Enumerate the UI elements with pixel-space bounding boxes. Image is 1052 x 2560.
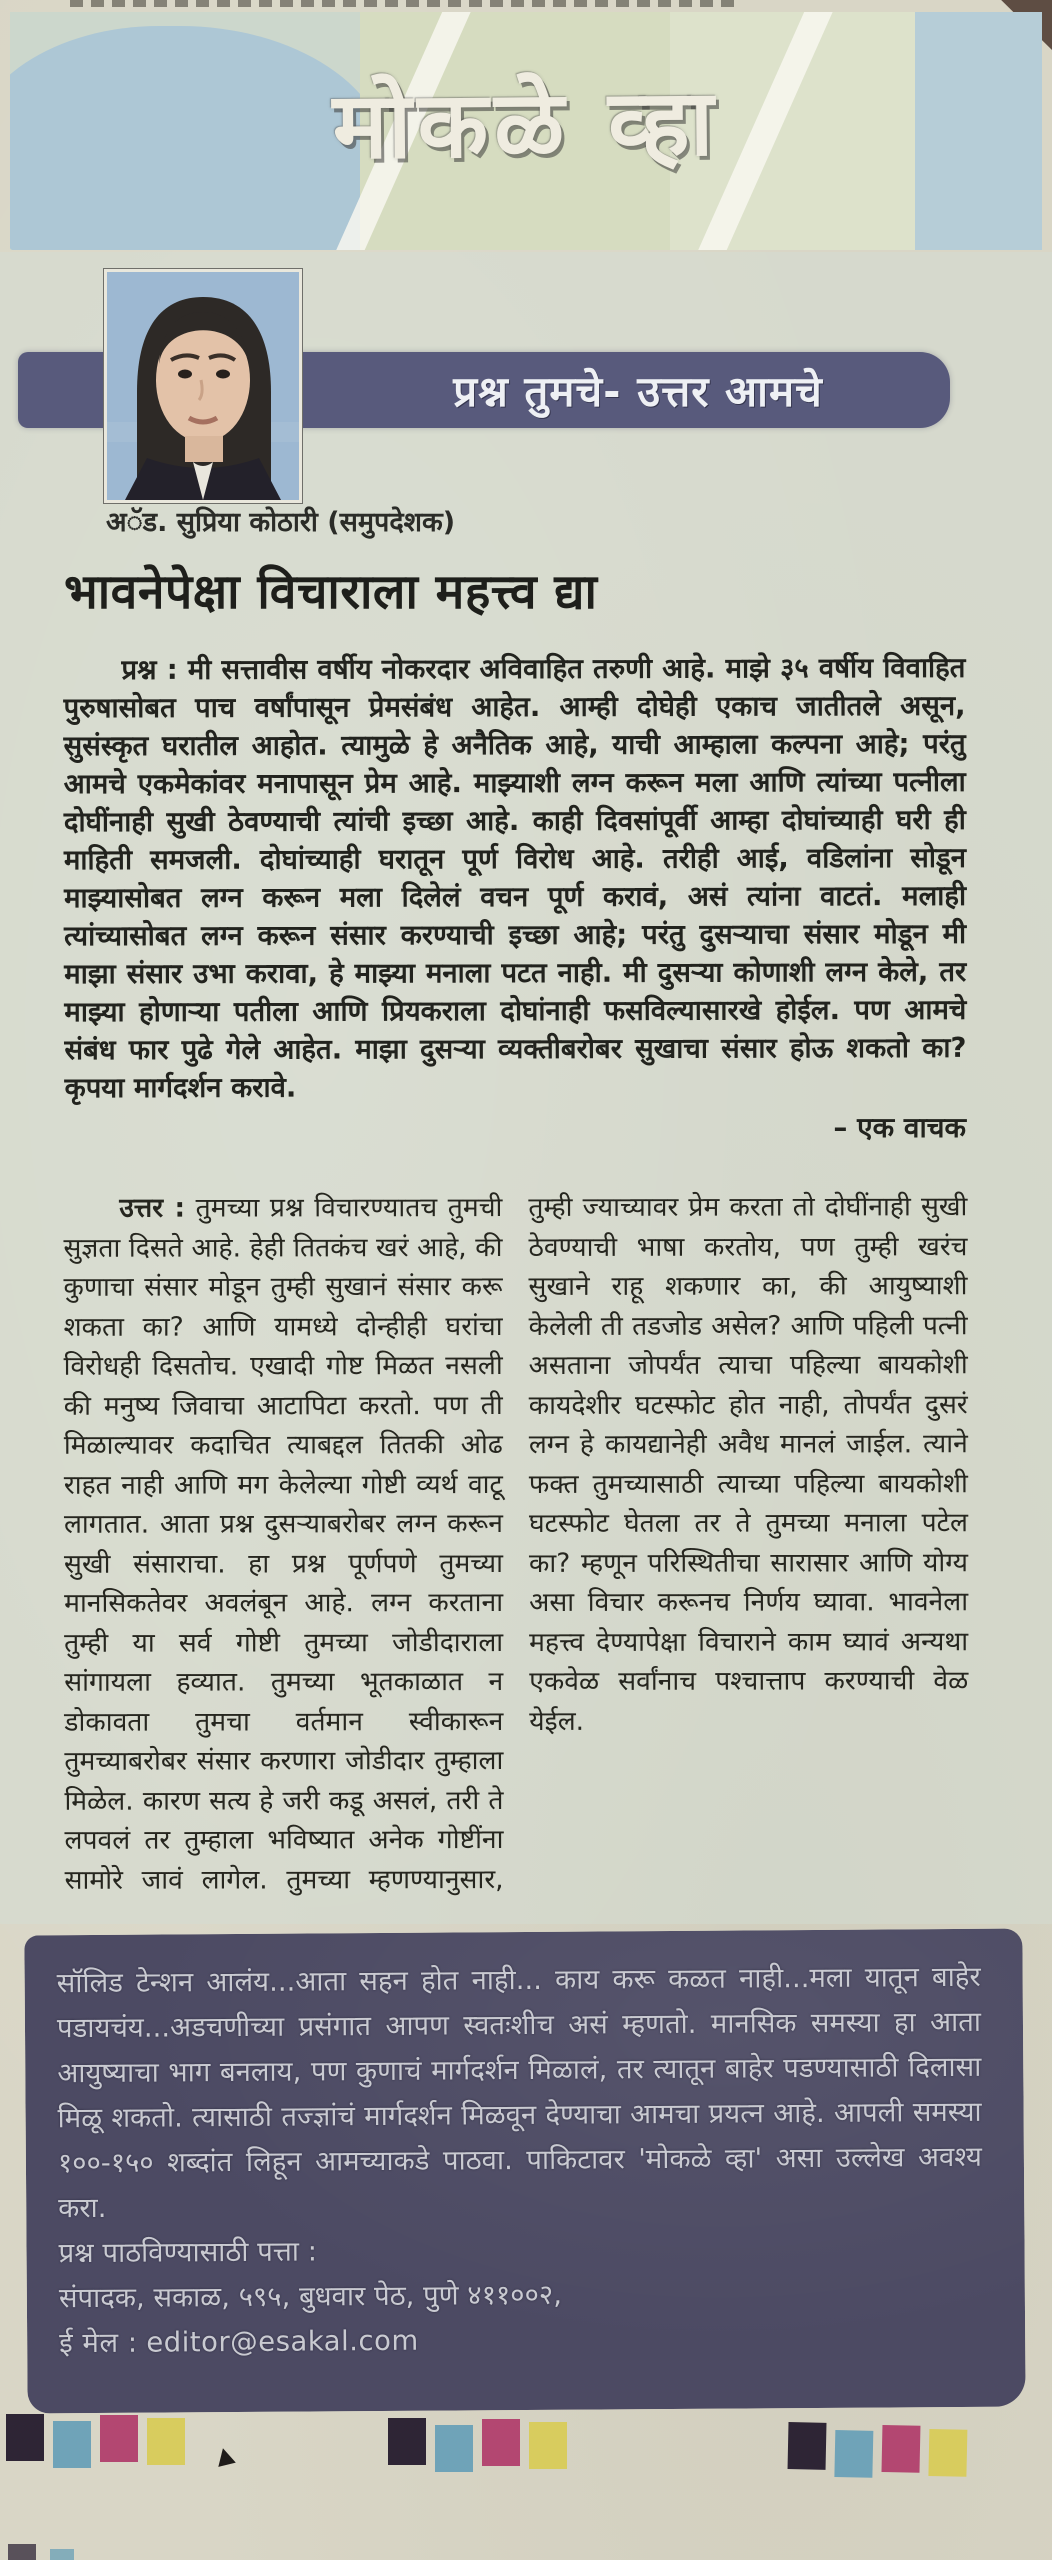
yellow-swatch xyxy=(928,2429,967,2477)
magenta-swatch xyxy=(482,2419,520,2466)
answer-columns xyxy=(63,1187,968,1921)
question-label: प्रश्न : xyxy=(121,653,178,687)
ink-speck xyxy=(214,2446,236,2467)
byline: अॅड. सुप्रिया कोठारी (समुपदेशक) xyxy=(106,507,456,538)
dark-mark xyxy=(8,2544,36,2560)
question-paragraph xyxy=(63,649,966,1107)
section-banner-title: प्रश्न तुमचे- उत्तर आमचे xyxy=(453,366,823,416)
cmyk-registration-marks xyxy=(788,2422,977,2473)
torn-text-fragment xyxy=(70,0,740,7)
answer-label: उत्तर : xyxy=(119,1192,186,1224)
email-address: editor@esakal.com xyxy=(146,2324,419,2359)
submission-info-text: सॉलिड टेन्शन आलंय...आता सहन होत नाही... काय करू कळत नाही...मला यातून बाहेर पडायचंय...अडचणीच्या प्रसंगात आपण स्वतःशीच असं म्हणतो. मानसिक समस्या हा आता आयुष्याचा भाग बनलाय, पण कुणाचं मार्गदर्शन मिळालं, तर त्यातून बाहेर पडण्यासाठी दिलासा मिळू शकतो. त्यासाठी तज्ज्ञांचं मार्गदर्शन मिळवून देण्याचा आमचा प्रयत्न आहे. आपली समस्या १००-१५० शब्दांत लिहून आमच्याकडे पाठवा. पाकिटावर 'मोकळे व्हा' असा उल्लेख अवश्य करा. xyxy=(56,1960,983,2225)
cyan-swatch xyxy=(53,2421,91,2468)
cyan-swatch xyxy=(435,2425,473,2472)
postal-address: संपादक, सकाळ, ५९५, बुधवार पेठ, पुणे ४११००२, xyxy=(58,2278,563,2315)
article-headline: भावनेपेक्षा विचाराला महत्त्व द्या xyxy=(64,564,598,620)
black-swatch xyxy=(788,2422,827,2470)
magenta-swatch xyxy=(881,2425,920,2473)
portrait-illustration xyxy=(107,272,299,500)
magenta-swatch xyxy=(100,2415,138,2462)
yellow-swatch xyxy=(529,2422,567,2469)
columnist-photo xyxy=(103,268,303,504)
question-text: मी सत्तावीस वर्षीय नोकरदार अविवाहित तरुणी आहे. माझे ३५ वर्षीय विवाहित पुरुषासोबत पाच वर्षांपासून प्रेमसंबंध आहेत. आम्ही दोघेही एकाच जातीतले असून, सुसंस्कृत घरातील आहोत. त्यामुळे हे अनैतिक आहे, याची आम्हाला कल्पना आहे; परंतु आमचे एकमेकांवर मनापासून प्रेम आहे. माझ्याशी लग्न करून मला आणि त्यांच्या पत्नीला दोघींनाही सुखी ठेवण्याची त्यांची इच्छा आहे. काही दिवसांपूर्वी आम्हा दोघांच्याही घरी ही माहिती समजली. दोघांच्याही घरातून पूर्ण विरोध आहे. तरीही आई, वडिलांना सोडून माझ्यासोबत लग्न करून मला दिलेलं वचन पूर्ण करावं, असं त्यांना वाटतं. मलाही त्यांच्यासोबत लग्न करून संसार करण्याची इच्छा आहे; परंतु दुसऱ्याचा संसार मोडून मी माझा संसार उभा करावा, हे माझ्या मनाला पटत नाही. मी दुसऱ्या कोणाशी लग्न केले, तर माझ्या होणाऱ्या पतीला आणि प्रियकराला दोघांनाही फसविल्यासारखे होईल. पण आमचे संबंध फार पुढे गेले आहेत. माझा दुसऱ्या व्यक्तीबरोबर सुखाचा संसार होऊ शकतो का? कृपया मार्गदर्शन करावे. xyxy=(63,651,967,1105)
yellow-swatch xyxy=(147,2418,185,2465)
bottom-edge-marks xyxy=(8,2544,74,2560)
cmyk-registration-marks xyxy=(6,2414,194,2461)
submission-info-box xyxy=(24,1929,1025,2414)
question-signoff: – एक वाचक xyxy=(833,1111,966,1144)
cmyk-registration-marks xyxy=(388,2418,576,2465)
email-label: ई मेल : xyxy=(59,2326,138,2360)
black-swatch xyxy=(388,2418,426,2465)
cyan-swatch xyxy=(834,2430,873,2478)
answer-text: तुमच्या प्रश्न विचारण्यातच तुमची सुज्ञता दिसते आहे. हेही तितकंच खरं आहे, की कुणाचा संसार मोडून तुम्ही सुखानं संसार करू शकता का? आणि यामध्ये दोन्हीही घरांचा विरोधही दिसतोच. एखादी गोष्ट मिळत नसली की मनुष्य जिवाचा आटापिटा करतो. पण ती मिळाल्यावर कदाचित त्याबद्दल तितकी ओढ राहत नाही आणि मग केलेल्या गोष्टी व्यर्थ वाटू लागतात. आता प्रश्न दुसऱ्याबरोबर लग्न करून सुखी संसाराचा. हा प्रश्न पूर्णपणे तुमच्या मानसिकतेवर अवलंबून आहे. लग्न करताना तुम्ही या सर्व गोष्टी तुमच्या जोडीदाराला सांगायला हव्यात. तुमच्या भूतकाळात न डोकावता तुमचा वर्तमान स्वीकारून तुमच्याबरोबर संसार करणारा जोडीदार तुम्हाला मिळेल. कारण सत्य हे जरी कडू असलं, तरी ते लपवलं तर तुम्हाला भविष्यात अनेक गोष्टींना सामोरे जावं लागेल. तुमच्या म्हणण्यानुसार, तुम्ही ज्याच्यावर प्रेम करता तो दोघींनाही सुखी ठेवण्याची भाषा करतोय, पण तुम्ही खरंच सुखाने राहू शकणार का, की आयुष्याशी केलेली ती तडजोड असेल? आणि पहिली पत्नी असताना जोपर्यंत त्याचा पहिल्या बायकोशी कायदेशीर घटस्फोट होत नाही, तोपर्यंत दुसरं लग्न हे कायद्यानेही अवैध मानलं जाईल. त्याने फक्त तुमच्यासाठी त्याच्या पहिल्या बायकोशी घटस्फोट घेतला तर ते तुमच्या मनाला पटेल का? म्हणून परिस्थितीचा सारासार आणि योग्य असा विचार करूनच निर्णय घ्यावा. भावनेला महत्त्व देण्यापेक्षा विचाराने काम घ्यावं अन्यथा एकवेळ सर्वांनाच पश्चात्ताप करण्याची वेळ येईल. xyxy=(63,1191,969,1896)
cyan-mark xyxy=(50,2549,74,2560)
email-line xyxy=(59,2315,983,2366)
black-swatch xyxy=(6,2414,44,2461)
masthead xyxy=(10,12,1042,250)
column-title: मोकळे व्हा xyxy=(332,69,720,180)
address-label: प्रश्न पाठविण्यासाठी पत्ता : xyxy=(58,2235,318,2270)
